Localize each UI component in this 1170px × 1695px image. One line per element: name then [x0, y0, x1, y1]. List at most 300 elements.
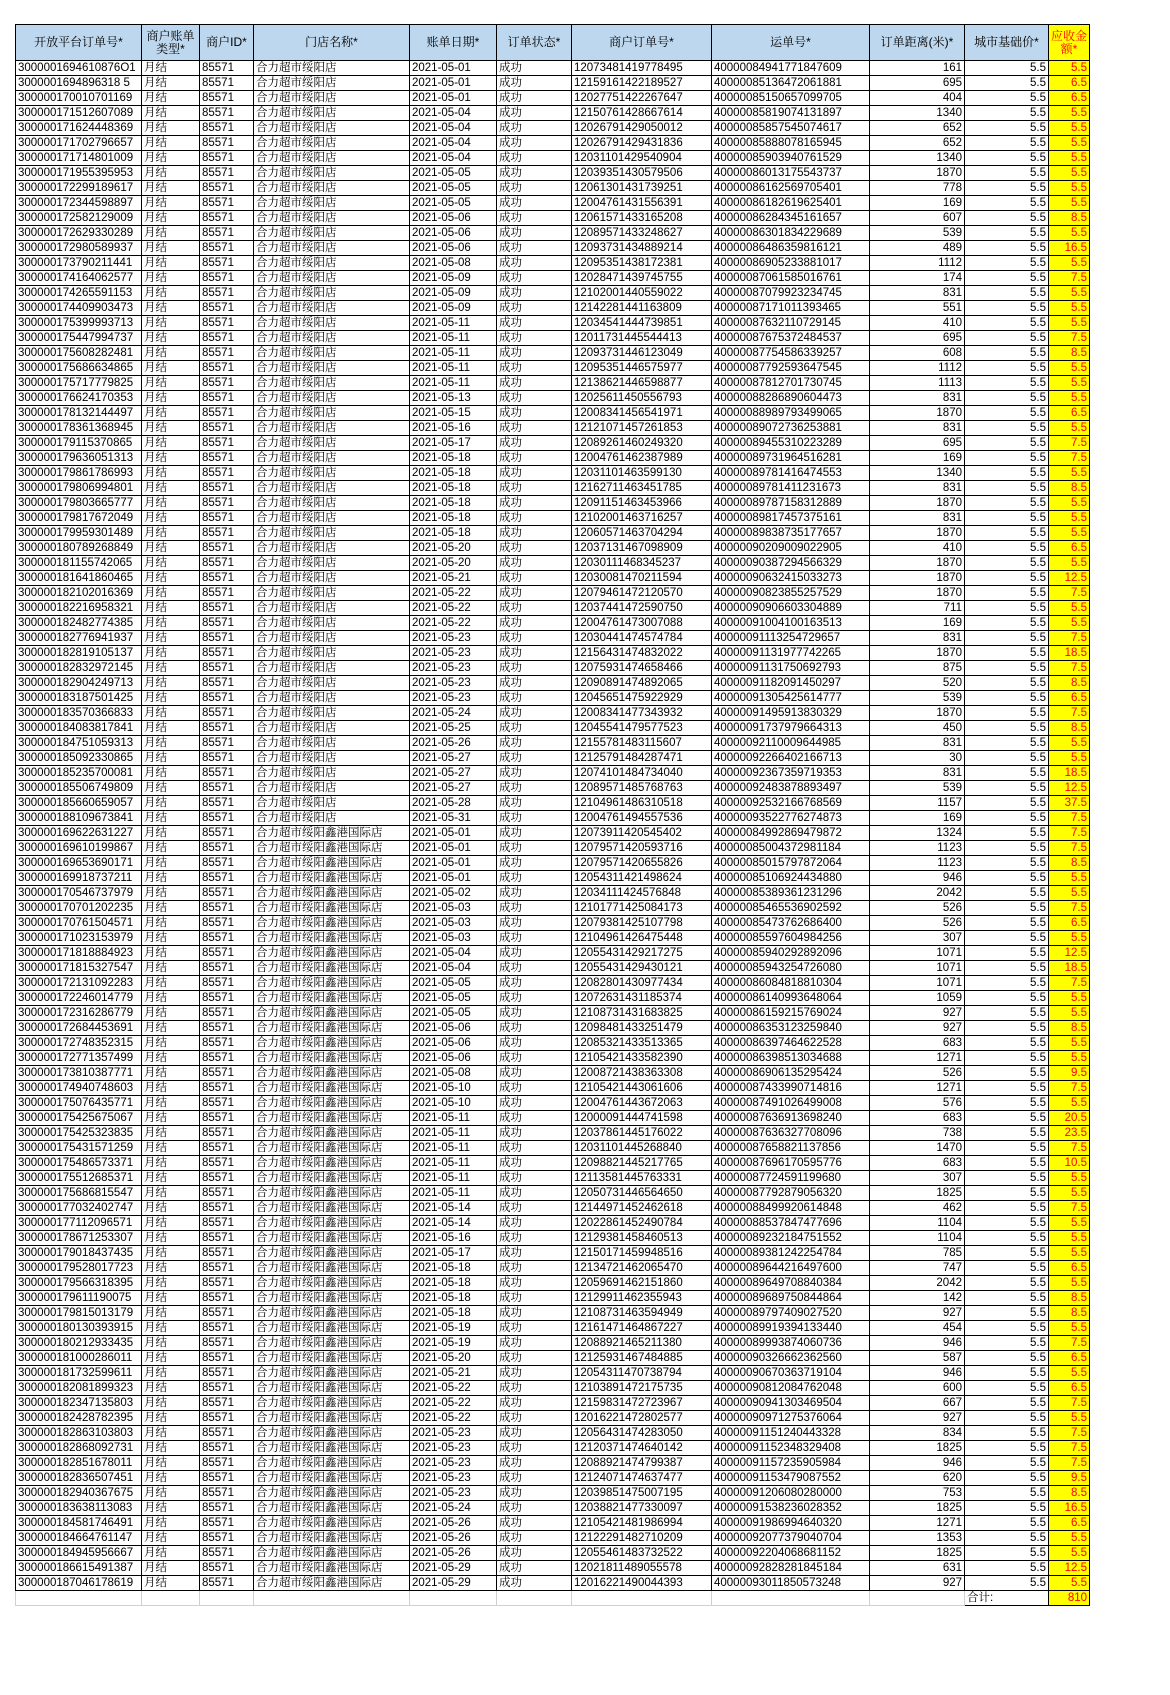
- cell-order-distance[interactable]: 539: [870, 226, 965, 241]
- cell-city-base-price[interactable]: 5.5: [965, 1141, 1049, 1156]
- cell-store-name[interactable]: 合力超市绥阳鑫港国际店: [254, 916, 410, 931]
- cell-waybill-no[interactable]: 40000089381242254784: [712, 1246, 870, 1261]
- cell-waybill-no[interactable]: 40000087632110729145: [712, 316, 870, 331]
- cell-bill-type[interactable]: 月结: [142, 451, 200, 466]
- cell-platform-order-no[interactable]: 300000172748352315: [16, 1036, 142, 1051]
- cell-store-name[interactable]: 合力超市绥阳鑫港国际店: [254, 1261, 410, 1276]
- cell-merchant-id[interactable]: 85571: [200, 106, 254, 121]
- cell-merchant-order-no[interactable]: 12034541444739851: [572, 316, 712, 331]
- cell-order-status[interactable]: 成功: [497, 1276, 572, 1291]
- cell-store-name[interactable]: 合力超市绥阳鑫港国际店: [254, 931, 410, 946]
- cell-store-name[interactable]: 合力超市绥阳鑫港国际店: [254, 1186, 410, 1201]
- cell-waybill-no[interactable]: 40000087636913698240: [712, 1111, 870, 1126]
- cell-receivable-amount[interactable]: 5.5: [1049, 226, 1090, 241]
- cell-order-distance[interactable]: 620: [870, 1471, 965, 1486]
- cell-bill-type[interactable]: 月结: [142, 1171, 200, 1186]
- cell-order-distance[interactable]: 946: [870, 871, 965, 886]
- cell-receivable-amount[interactable]: 8.5: [1049, 1486, 1090, 1501]
- cell-city-base-price[interactable]: 5.5: [965, 1396, 1049, 1411]
- cell-store-name[interactable]: 合力超市绥阳鑫港国际店: [254, 1291, 410, 1306]
- cell-receivable-amount[interactable]: 5.5: [1049, 316, 1090, 331]
- cell-bill-date[interactable]: 2021-05-11: [410, 331, 497, 346]
- cell-bill-date[interactable]: 2021-05-06: [410, 226, 497, 241]
- cell-store-name[interactable]: 合力超市绥阳鑫港国际店: [254, 1486, 410, 1501]
- cell-store-name[interactable]: 合力超市绥阳鑫港国际店: [254, 1321, 410, 1336]
- cell-store-name[interactable]: 合力超市绥阳店: [254, 376, 410, 391]
- cell-platform-order-no[interactable]: 300000169653690171: [16, 856, 142, 871]
- cell-bill-date[interactable]: 2021-05-20: [410, 556, 497, 571]
- cell-bill-date[interactable]: 2021-05-11: [410, 1171, 497, 1186]
- cell-bill-type[interactable]: 月结: [142, 1561, 200, 1576]
- cell-bill-type[interactable]: 月结: [142, 796, 200, 811]
- cell-bill-date[interactable]: 2021-05-06: [410, 1051, 497, 1066]
- cell-order-distance[interactable]: 608: [870, 346, 965, 361]
- cell-store-name[interactable]: 合力超市绥阳鑫港国际店: [254, 1456, 410, 1471]
- cell-waybill-no[interactable]: 40000085150657099705: [712, 91, 870, 106]
- cell-merchant-order-no[interactable]: 12008341456541971: [572, 406, 712, 421]
- cell-merchant-id[interactable]: 85571: [200, 1021, 254, 1036]
- cell-bill-date[interactable]: 2021-05-23: [410, 691, 497, 706]
- cell-store-name[interactable]: 合力超市绥阳店: [254, 676, 410, 691]
- cell-order-distance[interactable]: 30: [870, 751, 965, 766]
- cell-merchant-order-no[interactable]: 12061571433165208: [572, 211, 712, 226]
- cell-platform-order-no[interactable]: 300000173790211441: [16, 256, 142, 271]
- cell-store-name[interactable]: 合力超市绥阳鑫港国际店: [254, 946, 410, 961]
- cell-store-name[interactable]: 合力超市绥阳店: [254, 781, 410, 796]
- cell-city-base-price[interactable]: 5.5: [965, 481, 1049, 496]
- cell-order-distance[interactable]: 1271: [870, 1081, 965, 1096]
- cell-bill-date[interactable]: 2021-05-11: [410, 1156, 497, 1171]
- cell-city-base-price[interactable]: 5.5: [965, 1216, 1049, 1231]
- cell-bill-type[interactable]: 月结: [142, 1216, 200, 1231]
- cell-store-name[interactable]: 合力超市绥阳鑫港国际店: [254, 1231, 410, 1246]
- cell-bill-type[interactable]: 月结: [142, 421, 200, 436]
- cell-bill-type[interactable]: 月结: [142, 61, 200, 76]
- cell-platform-order-no[interactable]: 300000182216958321: [16, 601, 142, 616]
- cell-platform-order-no[interactable]: 300000184664761147: [16, 1531, 142, 1546]
- cell-merchant-id[interactable]: 85571: [200, 181, 254, 196]
- cell-merchant-id[interactable]: 85571: [200, 271, 254, 286]
- cell-bill-type[interactable]: 月结: [142, 676, 200, 691]
- cell-bill-date[interactable]: 2021-05-03: [410, 931, 497, 946]
- cell-order-status[interactable]: 成功: [497, 586, 572, 601]
- cell-platform-order-no[interactable]: 300000184083817841: [16, 721, 142, 736]
- cell-bill-date[interactable]: 2021-05-22: [410, 586, 497, 601]
- cell-store-name[interactable]: 合力超市绥阳店: [254, 166, 410, 181]
- cell-order-distance[interactable]: 1112: [870, 361, 965, 376]
- cell-store-name[interactable]: 合力超市绥阳鑫港国际店: [254, 1111, 410, 1126]
- cell-order-distance[interactable]: 410: [870, 541, 965, 556]
- cell-waybill-no[interactable]: 40000085473762686400: [712, 916, 870, 931]
- cell-merchant-order-no[interactable]: 12089261460249320: [572, 436, 712, 451]
- cell-waybill-no[interactable]: 40000091305425614777: [712, 691, 870, 706]
- cell-store-name[interactable]: 合力超市绥阳鑫港国际店: [254, 1306, 410, 1321]
- cell-order-status[interactable]: 成功: [497, 721, 572, 736]
- cell-order-distance[interactable]: 1870: [870, 571, 965, 586]
- cell-store-name[interactable]: 合力超市绥阳店: [254, 556, 410, 571]
- cell-city-base-price[interactable]: 5.5: [965, 511, 1049, 526]
- cell-waybill-no[interactable]: 40000092110009644985: [712, 736, 870, 751]
- cell-merchant-order-no[interactable]: 12098821445217765: [572, 1156, 712, 1171]
- cell-merchant-id[interactable]: 85571: [200, 841, 254, 856]
- cell-store-name[interactable]: 合力超市绥阳店: [254, 571, 410, 586]
- cell-receivable-amount[interactable]: 5.5: [1049, 421, 1090, 436]
- cell-merchant-order-no[interactable]: 12004761443672063: [572, 1096, 712, 1111]
- cell-waybill-no[interactable]: 40000091206080280000: [712, 1486, 870, 1501]
- cell-waybill-no[interactable]: 40000089993874060736: [712, 1336, 870, 1351]
- cell-bill-date[interactable]: 2021-05-19: [410, 1321, 497, 1336]
- cell-merchant-id[interactable]: 85571: [200, 76, 254, 91]
- cell-platform-order-no[interactable]: 300000173810387771: [16, 1066, 142, 1081]
- cell-platform-order-no[interactable]: 300000182102016369: [16, 586, 142, 601]
- cell-bill-date[interactable]: 2021-05-04: [410, 121, 497, 136]
- cell-merchant-id[interactable]: 85571: [200, 1291, 254, 1306]
- cell-store-name[interactable]: 合力超市绥阳鑫港国际店: [254, 1051, 410, 1066]
- cell-waybill-no[interactable]: 40000087079923234745: [712, 286, 870, 301]
- cell-bill-date[interactable]: 2021-05-11: [410, 376, 497, 391]
- cell-store-name[interactable]: 合力超市绥阳鑫港国际店: [254, 1006, 410, 1021]
- cell-merchant-id[interactable]: 85571: [200, 376, 254, 391]
- cell-order-status[interactable]: 成功: [497, 1171, 572, 1186]
- cell-store-name[interactable]: 合力超市绥阳鑫港国际店: [254, 1201, 410, 1216]
- cell-order-status[interactable]: 成功: [497, 1231, 572, 1246]
- cell-store-name[interactable]: 合力超市绥阳鑫港国际店: [254, 1081, 410, 1096]
- cell-bill-date[interactable]: 2021-05-23: [410, 1426, 497, 1441]
- cell-platform-order-no[interactable]: 300000171955395953: [16, 166, 142, 181]
- cell-order-status[interactable]: 成功: [497, 631, 572, 646]
- cell-merchant-id[interactable]: 85571: [200, 151, 254, 166]
- cell-merchant-order-no[interactable]: 12093731446123049: [572, 346, 712, 361]
- cell-merchant-id[interactable]: 85571: [200, 751, 254, 766]
- cell-city-base-price[interactable]: 5.5: [965, 1546, 1049, 1561]
- cell-platform-order-no[interactable]: 300000175512685371: [16, 1171, 142, 1186]
- cell-bill-type[interactable]: 月结: [142, 1291, 200, 1306]
- cell-city-base-price[interactable]: 5.5: [965, 616, 1049, 631]
- cell-platform-order-no[interactable]: 300000170546737979: [16, 886, 142, 901]
- total-amount[interactable]: 810: [1049, 1591, 1090, 1606]
- cell-order-status[interactable]: 成功: [497, 526, 572, 541]
- cell-receivable-amount[interactable]: 8.5: [1049, 1291, 1090, 1306]
- cell-city-base-price[interactable]: 5.5: [965, 1321, 1049, 1336]
- cell-receivable-amount[interactable]: 16.5: [1049, 241, 1090, 256]
- cell-order-status[interactable]: 成功: [497, 1336, 572, 1351]
- cell-store-name[interactable]: 合力超市绥阳鑫港国际店: [254, 1351, 410, 1366]
- cell-merchant-order-no[interactable]: 12026791429050012: [572, 121, 712, 136]
- cell-bill-type[interactable]: 月结: [142, 1021, 200, 1036]
- cell-merchant-id[interactable]: 85571: [200, 1096, 254, 1111]
- cell-city-base-price[interactable]: 5.5: [965, 1096, 1049, 1111]
- cell-platform-order-no[interactable]: 300000179817672049: [16, 511, 142, 526]
- cell-bill-type[interactable]: 月结: [142, 346, 200, 361]
- cell-merchant-id[interactable]: 85571: [200, 361, 254, 376]
- cell-platform-order-no[interactable]: 300000188109673841: [16, 811, 142, 826]
- cell-receivable-amount[interactable]: 7.5: [1049, 1396, 1090, 1411]
- cell-merchant-order-no[interactable]: 12037861445176022: [572, 1126, 712, 1141]
- cell-receivable-amount[interactable]: 16.5: [1049, 1501, 1090, 1516]
- cell-store-name[interactable]: 合力超市绥阳鑫港国际店: [254, 1156, 410, 1171]
- cell-bill-date[interactable]: 2021-05-04: [410, 946, 497, 961]
- cell-merchant-order-no[interactable]: 12102001440559022: [572, 286, 712, 301]
- cell-merchant-order-no[interactable]: 12030081470211594: [572, 571, 712, 586]
- cell-bill-date[interactable]: 2021-05-14: [410, 1216, 497, 1231]
- cell-store-name[interactable]: 合力超市绥阳店: [254, 631, 410, 646]
- cell-platform-order-no[interactable]: 300000172344598897: [16, 196, 142, 211]
- cell-receivable-amount[interactable]: 8.5: [1049, 211, 1090, 226]
- cell-bill-type[interactable]: 月结: [142, 691, 200, 706]
- cell-merchant-id[interactable]: 85571: [200, 1306, 254, 1321]
- cell-order-distance[interactable]: 307: [870, 931, 965, 946]
- cell-order-distance[interactable]: 747: [870, 1261, 965, 1276]
- cell-order-distance[interactable]: 539: [870, 691, 965, 706]
- cell-merchant-order-no[interactable]: 12089571433248627: [572, 226, 712, 241]
- cell-merchant-id[interactable]: 85571: [200, 796, 254, 811]
- cell-merchant-id[interactable]: 85571: [200, 1111, 254, 1126]
- cell-city-base-price[interactable]: 5.5: [965, 841, 1049, 856]
- cell-merchant-order-no[interactable]: 12125931467484885: [572, 1351, 712, 1366]
- cell-order-status[interactable]: 成功: [497, 1561, 572, 1576]
- cell-order-status[interactable]: 成功: [497, 1516, 572, 1531]
- cell-bill-type[interactable]: 月结: [142, 241, 200, 256]
- cell-bill-type[interactable]: 月结: [142, 1141, 200, 1156]
- cell-bill-type[interactable]: 月结: [142, 586, 200, 601]
- cell-order-status[interactable]: 成功: [497, 1456, 572, 1471]
- cell-merchant-order-no[interactable]: 12150171459948516: [572, 1246, 712, 1261]
- cell-city-base-price[interactable]: 5.5: [965, 556, 1049, 571]
- cell-receivable-amount[interactable]: 12.5: [1049, 781, 1090, 796]
- cell-bill-type[interactable]: 月结: [142, 1516, 200, 1531]
- cell-bill-type[interactable]: 月结: [142, 766, 200, 781]
- cell-store-name[interactable]: 合力超市绥阳鑫港国际店: [254, 1096, 410, 1111]
- cell-platform-order-no[interactable]: 300000176624170353: [16, 391, 142, 406]
- cell-store-name[interactable]: 合力超市绥阳店: [254, 406, 410, 421]
- cell-platform-order-no[interactable]: 300000175425323835: [16, 1126, 142, 1141]
- cell-merchant-order-no[interactable]: 12031101429540904: [572, 151, 712, 166]
- cell-order-status[interactable]: 成功: [497, 1096, 572, 1111]
- cell-receivable-amount[interactable]: 5.5: [1049, 1366, 1090, 1381]
- cell-city-base-price[interactable]: 5.5: [965, 181, 1049, 196]
- cell-store-name[interactable]: 合力超市绥阳鑫港国际店: [254, 991, 410, 1006]
- cell-bill-type[interactable]: 月结: [142, 946, 200, 961]
- cell-order-status[interactable]: 成功: [497, 1426, 572, 1441]
- cell-bill-date[interactable]: 2021-05-11: [410, 1186, 497, 1201]
- cell-city-base-price[interactable]: 5.5: [965, 1561, 1049, 1576]
- cell-receivable-amount[interactable]: 6.5: [1049, 91, 1090, 106]
- cell-order-status[interactable]: 成功: [497, 61, 572, 76]
- cell-merchant-id[interactable]: 85571: [200, 661, 254, 676]
- cell-receivable-amount[interactable]: 8.5: [1049, 676, 1090, 691]
- cell-store-name[interactable]: 合力超市绥阳鑫港国际店: [254, 1396, 410, 1411]
- cell-order-distance[interactable]: 1071: [870, 946, 965, 961]
- cell-store-name[interactable]: 合力超市绥阳鑫港国际店: [254, 1501, 410, 1516]
- cell-platform-order-no[interactable]: 300000170761504571: [16, 916, 142, 931]
- cell-merchant-order-no[interactable]: 12104961486310518: [572, 796, 712, 811]
- cell-order-status[interactable]: 成功: [497, 616, 572, 631]
- cell-waybill-no[interactable]: 40000086140993648064: [712, 991, 870, 1006]
- cell-store-name[interactable]: 合力超市绥阳店: [254, 316, 410, 331]
- header-order-distance[interactable]: 订单距离(米)*: [870, 25, 965, 61]
- cell-order-distance[interactable]: 169: [870, 196, 965, 211]
- cell-platform-order-no[interactable]: 300000174265591153: [16, 286, 142, 301]
- cell-waybill-no[interactable]: 40000086013175543737: [712, 166, 870, 181]
- cell-platform-order-no[interactable]: 300000171023153979: [16, 931, 142, 946]
- cell-order-distance[interactable]: 946: [870, 1336, 965, 1351]
- cell-order-distance[interactable]: 1470: [870, 1141, 965, 1156]
- cell-store-name[interactable]: 合力超市绥阳店: [254, 811, 410, 826]
- cell-platform-order-no[interactable]: 300000171714801009: [16, 151, 142, 166]
- cell-order-distance[interactable]: 1123: [870, 856, 965, 871]
- cell-city-base-price[interactable]: 5.5: [965, 151, 1049, 166]
- cell-order-status[interactable]: 成功: [497, 1576, 572, 1591]
- cell-store-name[interactable]: 合力超市绥阳鑫港国际店: [254, 961, 410, 976]
- cell-waybill-no[interactable]: 40000086397464622528: [712, 1036, 870, 1051]
- cell-waybill-no[interactable]: 40000087696170595776: [712, 1156, 870, 1171]
- cell-order-status[interactable]: 成功: [497, 931, 572, 946]
- cell-store-name[interactable]: 合力超市绥阳店: [254, 331, 410, 346]
- cell-bill-date[interactable]: 2021-05-24: [410, 706, 497, 721]
- cell-receivable-amount[interactable]: 6.5: [1049, 541, 1090, 556]
- cell-order-distance[interactable]: 753: [870, 1486, 965, 1501]
- cell-platform-order-no[interactable]: 300000172246014779: [16, 991, 142, 1006]
- cell-receivable-amount[interactable]: 8.5: [1049, 856, 1090, 871]
- cell-platform-order-no[interactable]: 300000181155742065: [16, 556, 142, 571]
- cell-city-base-price[interactable]: 5.5: [965, 196, 1049, 211]
- cell-platform-order-no[interactable]: 300000178361368945: [16, 421, 142, 436]
- cell-merchant-id[interactable]: 85571: [200, 1246, 254, 1261]
- cell-platform-order-no[interactable]: 300000172684453691: [16, 1021, 142, 1036]
- cell-merchant-order-no[interactable]: 12159831472723967: [572, 1396, 712, 1411]
- cell-merchant-order-no[interactable]: 12105421443061606: [572, 1081, 712, 1096]
- cell-merchant-id[interactable]: 85571: [200, 706, 254, 721]
- cell-bill-date[interactable]: 2021-05-17: [410, 436, 497, 451]
- cell-city-base-price[interactable]: 5.5: [965, 1501, 1049, 1516]
- cell-bill-type[interactable]: 月结: [142, 601, 200, 616]
- cell-order-distance[interactable]: 831: [870, 481, 965, 496]
- cell-receivable-amount[interactable]: 5.5: [1049, 886, 1090, 901]
- cell-merchant-id[interactable]: 85571: [200, 1006, 254, 1021]
- cell-order-status[interactable]: 成功: [497, 1246, 572, 1261]
- cell-platform-order-no[interactable]: 300000178132144497: [16, 406, 142, 421]
- cell-store-name[interactable]: 合力超市绥阳鑫港国际店: [254, 871, 410, 886]
- cell-merchant-order-no[interactable]: 12054311470738794: [572, 1366, 712, 1381]
- cell-bill-type[interactable]: 月结: [142, 826, 200, 841]
- cell-merchant-order-no[interactable]: 12073911420545402: [572, 826, 712, 841]
- cell-waybill-no[interactable]: 40000089644216497600: [712, 1261, 870, 1276]
- cell-platform-order-no[interactable]: 300000180789268849: [16, 541, 142, 556]
- cell-merchant-id[interactable]: 85571: [200, 1261, 254, 1276]
- cell-order-status[interactable]: 成功: [497, 1141, 572, 1156]
- cell-city-base-price[interactable]: 5.5: [965, 1456, 1049, 1471]
- cell-receivable-amount[interactable]: 5.5: [1049, 496, 1090, 511]
- cell-city-base-price[interactable]: 5.5: [965, 166, 1049, 181]
- cell-receivable-amount[interactable]: 5.5: [1049, 616, 1090, 631]
- cell-platform-order-no[interactable]: 300000185506749809: [16, 781, 142, 796]
- cell-merchant-order-no[interactable]: 12072631431185374: [572, 991, 712, 1006]
- cell-bill-date[interactable]: 2021-05-01: [410, 826, 497, 841]
- cell-waybill-no[interactable]: 40000084941771847609: [712, 61, 870, 76]
- cell-merchant-order-no[interactable]: 12088921465211380: [572, 1336, 712, 1351]
- cell-merchant-id[interactable]: 85571: [200, 256, 254, 271]
- cell-bill-type[interactable]: 月结: [142, 631, 200, 646]
- cell-order-distance[interactable]: 1112: [870, 256, 965, 271]
- cell-merchant-id[interactable]: 85571: [200, 676, 254, 691]
- cell-order-status[interactable]: 成功: [497, 466, 572, 481]
- cell-order-distance[interactable]: 526: [870, 916, 965, 931]
- cell-store-name[interactable]: 合力超市绥阳鑫港国际店: [254, 1576, 410, 1591]
- cell-receivable-amount[interactable]: 5.5: [1049, 181, 1090, 196]
- cell-receivable-amount[interactable]: 6.5: [1049, 1351, 1090, 1366]
- cell-order-status[interactable]: 成功: [497, 1036, 572, 1051]
- cell-merchant-id[interactable]: 85571: [200, 1081, 254, 1096]
- cell-order-distance[interactable]: 410: [870, 316, 965, 331]
- cell-bill-type[interactable]: 月结: [142, 376, 200, 391]
- cell-platform-order-no[interactable]: 300000182819105137: [16, 646, 142, 661]
- cell-city-base-price[interactable]: 5.5: [965, 391, 1049, 406]
- cell-receivable-amount[interactable]: 7.5: [1049, 331, 1090, 346]
- cell-city-base-price[interactable]: 5.5: [965, 1441, 1049, 1456]
- cell-bill-date[interactable]: 2021-05-18: [410, 1261, 497, 1276]
- cell-store-name[interactable]: 合力超市绥阳店: [254, 271, 410, 286]
- cell-merchant-order-no[interactable]: 12050731446564650: [572, 1186, 712, 1201]
- cell-order-distance[interactable]: 695: [870, 436, 965, 451]
- cell-bill-date[interactable]: 2021-05-23: [410, 661, 497, 676]
- cell-order-status[interactable]: 成功: [497, 136, 572, 151]
- cell-waybill-no[interactable]: 40000092532166768569: [712, 796, 870, 811]
- cell-order-distance[interactable]: 1157: [870, 796, 965, 811]
- cell-bill-type[interactable]: 月结: [142, 1366, 200, 1381]
- cell-order-status[interactable]: 成功: [497, 826, 572, 841]
- cell-merchant-id[interactable]: 85571: [200, 586, 254, 601]
- cell-merchant-order-no[interactable]: 12060571463704294: [572, 526, 712, 541]
- cell-store-name[interactable]: 合力超市绥阳店: [254, 601, 410, 616]
- cell-bill-date[interactable]: 2021-05-17: [410, 1246, 497, 1261]
- cell-bill-type[interactable]: 月结: [142, 856, 200, 871]
- cell-platform-order-no[interactable]: 300000179803665777: [16, 496, 142, 511]
- cell-order-distance[interactable]: 831: [870, 391, 965, 406]
- cell-waybill-no[interactable]: 40000089781416474553: [712, 466, 870, 481]
- cell-bill-date[interactable]: 2021-05-22: [410, 601, 497, 616]
- cell-receivable-amount[interactable]: 7.5: [1049, 1426, 1090, 1441]
- cell-bill-type[interactable]: 月结: [142, 991, 200, 1006]
- cell-platform-order-no[interactable]: 300000182868092731: [16, 1441, 142, 1456]
- cell-waybill-no[interactable]: 40000091131750692793: [712, 661, 870, 676]
- cell-waybill-no[interactable]: 40000090326662362560: [712, 1351, 870, 1366]
- cell-merchant-id[interactable]: 85571: [200, 556, 254, 571]
- cell-bill-type[interactable]: 月结: [142, 961, 200, 976]
- cell-waybill-no[interactable]: 40000091151240443328: [712, 1426, 870, 1441]
- cell-store-name[interactable]: 合力超市绥阳店: [254, 511, 410, 526]
- cell-store-name[interactable]: 合力超市绥阳店: [254, 241, 410, 256]
- cell-order-distance[interactable]: 174: [870, 271, 965, 286]
- cell-waybill-no[interactable]: 40000085106924434880: [712, 871, 870, 886]
- cell-bill-type[interactable]: 月结: [142, 901, 200, 916]
- cell-merchant-order-no[interactable]: 12150761428667614: [572, 106, 712, 121]
- cell-platform-order-no[interactable]: 300000175686815547: [16, 1186, 142, 1201]
- cell-receivable-amount[interactable]: 5.5: [1049, 1231, 1090, 1246]
- cell-order-distance[interactable]: 831: [870, 766, 965, 781]
- cell-bill-date[interactable]: 2021-05-18: [410, 511, 497, 526]
- cell-store-name[interactable]: 合力超市绥阳店: [254, 196, 410, 211]
- cell-waybill-no[interactable]: 40000089689750844864: [712, 1291, 870, 1306]
- cell-waybill-no[interactable]: 40000089781411231673: [712, 481, 870, 496]
- cell-order-distance[interactable]: 738: [870, 1126, 965, 1141]
- cell-bill-date[interactable]: 2021-05-18: [410, 1276, 497, 1291]
- cell-platform-order-no[interactable]: 300000179018437435: [16, 1246, 142, 1261]
- cell-order-status[interactable]: 成功: [497, 1306, 572, 1321]
- cell-merchant-id[interactable]: 85571: [200, 526, 254, 541]
- cell-city-base-price[interactable]: 5.5: [965, 76, 1049, 91]
- cell-order-status[interactable]: 成功: [497, 211, 572, 226]
- cell-order-distance[interactable]: 1825: [870, 1546, 965, 1561]
